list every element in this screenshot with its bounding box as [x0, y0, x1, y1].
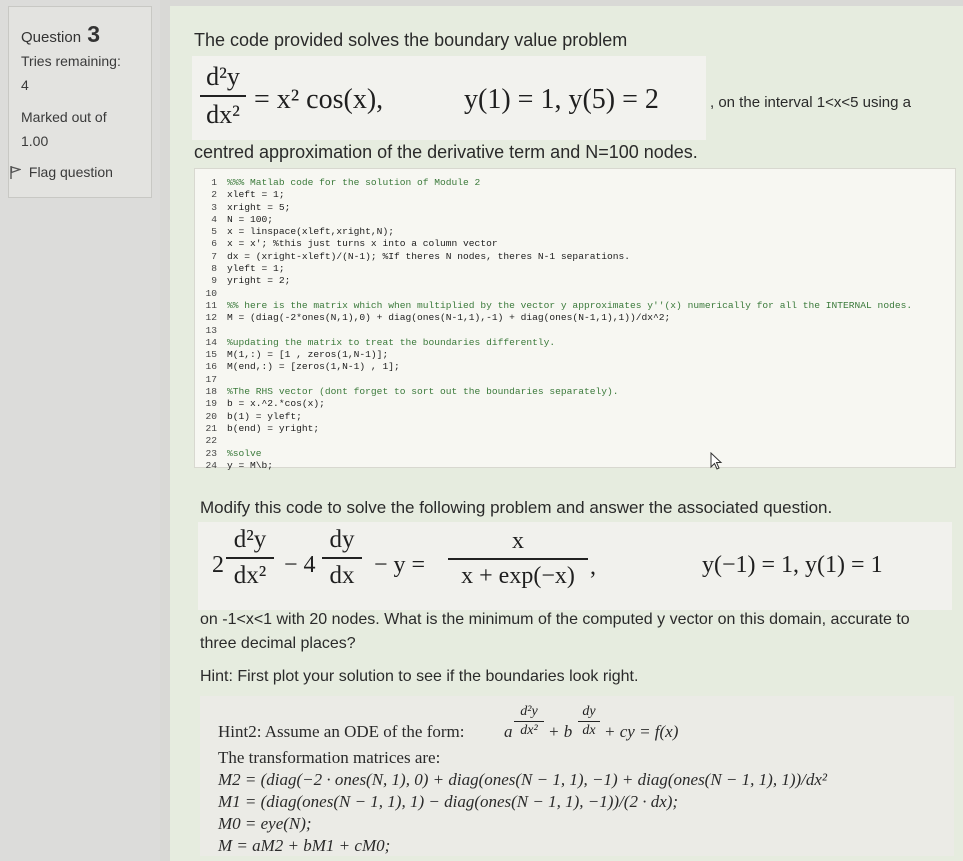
line-number: 19: [205, 398, 217, 410]
code-line: [195, 337, 955, 349]
line-number: 13: [205, 324, 217, 336]
line-number: 23: [205, 447, 217, 459]
eq2-minus-4: − 4: [284, 552, 316, 578]
fraction-bar: [322, 557, 362, 559]
hint2-second-derivative: [514, 704, 544, 739]
eq1-frac-bottom: dx²: [206, 100, 240, 129]
question-heading: [21, 21, 100, 48]
code-line: [195, 349, 955, 361]
line-number: 14: [205, 336, 217, 348]
eq2-second-derivative: [226, 526, 274, 590]
code-line: [195, 411, 955, 423]
line-number: 12: [205, 312, 217, 324]
flag-icon: [10, 164, 29, 180]
flag-question-label: Flag question: [28, 164, 113, 180]
hint2-d1-bottom: dx: [582, 723, 596, 738]
flag-question-button[interactable]: [10, 164, 113, 180]
code-text: yleft = 1;: [227, 263, 285, 275]
eq1-rhs: = x² cos(x),: [254, 84, 384, 115]
question-content: [170, 6, 963, 861]
line-number: 10: [205, 287, 217, 299]
hint2-form-label: Hint2: Assume an ODE of the form:: [218, 722, 465, 741]
code-line: [195, 435, 955, 447]
line-number: 24: [205, 459, 217, 471]
code-text: %updating the matrix to treat the boundaries differently.: [227, 336, 556, 348]
code-text: M(1,:) = [1 , zeros(1,N-1)];: [227, 349, 389, 361]
fraction-bar: [448, 558, 588, 560]
eq2-d1-top: dy: [329, 526, 355, 553]
line-number: 16: [205, 361, 217, 373]
hint2-m: M = aM2 + bM1 + cM0;: [218, 836, 391, 855]
line-number: 9: [211, 275, 217, 287]
code-text: b(end) = yright;: [227, 422, 320, 434]
modify-instruction: Modify this code to solve the following problem and answer the associated question.: [200, 498, 833, 517]
hint-1: Hint: First plot your solution to see if the boundaries look right.: [200, 668, 639, 685]
hint-2-box: [200, 696, 954, 856]
line-number: 8: [211, 263, 217, 275]
eq2-coefficient-2: 2: [212, 552, 224, 578]
code-text: b(1) = yleft;: [227, 410, 302, 422]
code-line: [195, 226, 955, 238]
code-text: %%% Matlab code for the solution of Module 2: [227, 177, 481, 188]
code-line: [195, 202, 955, 214]
code-line: [195, 238, 955, 250]
hint2-first-derivative: [578, 704, 600, 739]
code-text: %% here is the matrix which when multiplied by the vector y approximates y''(x) numerically for all the INTERNAL nodes.: [227, 299, 913, 311]
code-line: [195, 288, 955, 300]
tries-label: Tries remaining:: [21, 53, 121, 69]
fraction-bar: [514, 721, 544, 722]
eq2-comma: ,: [590, 554, 596, 580]
bvp-equation: [192, 56, 706, 140]
question-number: 3: [87, 21, 101, 47]
code-line: [195, 448, 955, 460]
hint2-m0: M0 = eye(N);: [218, 814, 312, 833]
eq2-first-derivative: [322, 526, 362, 590]
code-text: M(end,:) = [zeros(1,N-1) , 1];: [227, 361, 400, 373]
code-line: [195, 361, 955, 373]
eq2-boundary-conditions: y(−1) = 1, y(1) = 1: [702, 552, 883, 578]
mouse-pointer-icon: [710, 452, 724, 470]
problem-intro: The code provided solves the boundary value problem: [194, 30, 628, 50]
code-text: %solve: [227, 447, 262, 459]
code-text: xright = 5;: [227, 201, 291, 213]
code-text: x = x'; %this just turns x into a column vector: [227, 238, 498, 250]
code-line: [195, 423, 955, 435]
code-text: xleft = 1;: [227, 189, 285, 201]
line-number: 17: [205, 373, 217, 385]
fraction-bar: [200, 95, 246, 97]
code-line: [195, 214, 955, 226]
line-number: 20: [205, 410, 217, 422]
code-text: b = x.^2.*cos(x);: [227, 398, 325, 410]
line-number: 18: [205, 386, 217, 398]
code-line: [195, 263, 955, 275]
line-number: 1: [211, 177, 217, 188]
fraction-bar: [578, 721, 600, 722]
line-number: 2: [211, 189, 217, 201]
hint2-m1: M1 = (diag(ones(N − 1, 1), 1) − diag(ones(N − 1, 1), −1))/(2 · dx);: [218, 792, 679, 811]
code-line: [195, 189, 955, 201]
line-number: 21: [205, 422, 217, 434]
code-text: %The RHS vector (dont forget to sort out the boundaries separately).: [227, 386, 619, 398]
marked-label: Marked out of: [21, 109, 107, 125]
code-text: y = M\b;: [227, 459, 274, 471]
eq2-rhs-top: x: [512, 528, 524, 554]
interval-text: , on the interval 1<x<5 using a: [710, 94, 911, 111]
eq2-rhs-fraction: [448, 528, 588, 590]
code-line: [195, 312, 955, 324]
code-text: M = (diag(-2*ones(N,1),0) + diag(ones(N-1,1),-1) + diag(ones(N-1,1),1))/dx^2;: [227, 312, 671, 324]
line-number: 4: [211, 213, 217, 225]
eq2-d1-bottom: dx: [329, 562, 355, 589]
code-line: [195, 398, 955, 410]
line-number: 22: [205, 435, 217, 447]
question-info-sidebar: [0, 0, 160, 861]
line-number: 7: [211, 250, 217, 262]
eq1-boundary-conditions: y(1) = 1, y(5) = 2: [464, 84, 659, 115]
line-number: 6: [211, 238, 217, 250]
hint2-form-rest: + cy = f(x): [604, 722, 679, 741]
tries-value: 4: [21, 77, 29, 93]
line-number: 15: [205, 349, 217, 361]
hint2-d1-top: dy: [582, 704, 596, 719]
eq2-rhs-bottom: x + exp(−x): [461, 563, 575, 589]
code-text: N = 100;: [227, 213, 274, 225]
line-number: 5: [211, 226, 217, 238]
hint2-d2-bottom: dx²: [520, 723, 538, 738]
code-text: dx = (xright-xleft)/(N-1); %If theres N nodes, theres N-1 separations.: [227, 250, 631, 262]
code-text: x = linspace(xleft,xright,N);: [227, 226, 394, 238]
code-line: [195, 251, 955, 263]
hint2-m2: M2 = (diag(−2 · ones(N, 1), 0) + diag(ones(N − 1, 1), −1) + diag(ones(N − 1, 1), 1))/dx²: [218, 770, 828, 789]
new-bvp-equation: [198, 522, 952, 610]
eq2-d2-bottom: dx²: [233, 562, 267, 589]
hint2-d2-top: d²y: [520, 704, 538, 719]
question-text: on -1<x<1 with 20 nodes. What is the minimum of the computed y vector on this domain, accurate to three decimal places?: [200, 611, 910, 652]
code-text: yright = 2;: [227, 275, 291, 287]
code-line: [195, 300, 955, 312]
code-line: [195, 460, 955, 472]
eq2-minus-y: − y =: [374, 552, 426, 578]
code-line: [195, 386, 955, 398]
line-number: 11: [205, 299, 217, 311]
problem-method-text: centred approximation of the derivative term and N=100 nodes.: [194, 142, 698, 162]
eq1-second-derivative: [200, 62, 246, 130]
marked-value: 1.00: [21, 133, 49, 149]
code-line: [195, 325, 955, 337]
code-line: [195, 275, 955, 287]
question-label: Question: [21, 29, 82, 46]
hint2-form-a: a: [504, 722, 513, 741]
eq2-d2-top: d²y: [233, 526, 267, 553]
matlab-code-block: [194, 168, 956, 471]
hint2-form-plus-b: + b: [548, 722, 573, 741]
hint2-matrices-label: The transformation matrices are:: [218, 748, 441, 767]
code-line: [195, 177, 955, 189]
line-number: 3: [211, 201, 217, 213]
fraction-bar: [226, 557, 274, 559]
code-line: [195, 374, 955, 386]
eq1-frac-top: d²y: [206, 62, 240, 91]
